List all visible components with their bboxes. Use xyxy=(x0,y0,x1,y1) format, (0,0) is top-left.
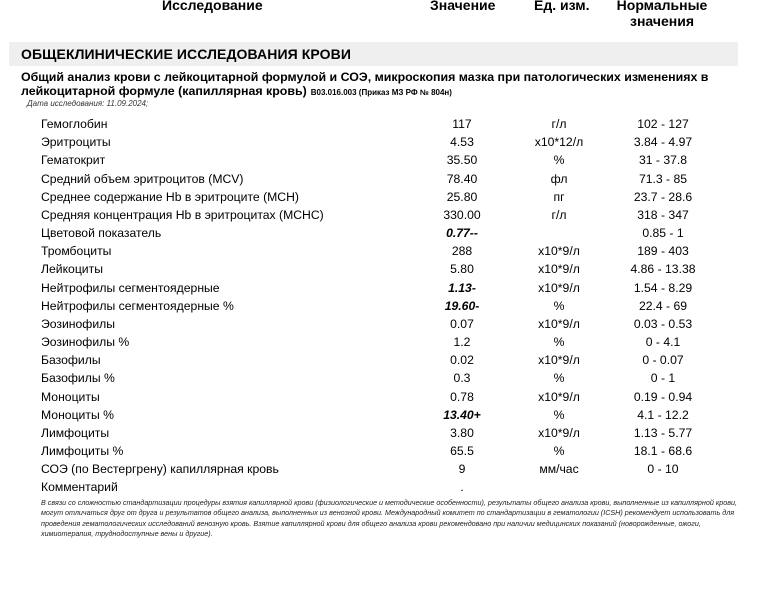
row-unit: г/л xyxy=(551,117,567,131)
row-unit: % xyxy=(553,335,565,350)
row-unit: x10*9/л xyxy=(538,280,580,295)
row-name: Средний объем эритроцитов (MCV) xyxy=(41,171,244,186)
table-row xyxy=(0,170,777,188)
row-name: Нейтрофилы сегментоядерные xyxy=(41,280,220,295)
row-norm: 23.7 - 28.6 xyxy=(633,189,693,204)
table-row xyxy=(0,206,777,224)
table-row xyxy=(0,151,777,169)
table-row xyxy=(0,351,777,369)
row-unit: фл xyxy=(550,171,568,186)
row-value: . xyxy=(460,480,464,495)
row-name: Лимфоциты % xyxy=(41,444,124,459)
row-name: Тромбоциты xyxy=(41,244,112,259)
header-study: Исследование xyxy=(162,0,263,13)
row-norm: 318 - 347 xyxy=(637,207,689,222)
row-name: Гемоглобин xyxy=(41,117,108,131)
row-norm: 0.03 - 0.53 xyxy=(633,316,693,331)
row-name: Цветовой показатель xyxy=(41,226,162,241)
row-norm: 0.85 - 1 xyxy=(642,226,684,241)
row-value: 0.07 xyxy=(450,316,474,331)
table-row xyxy=(0,242,777,260)
row-name: Моноциты % xyxy=(41,407,114,422)
table-row xyxy=(0,133,777,151)
row-name: Эозинофилы % xyxy=(41,335,130,350)
row-unit: % xyxy=(553,153,565,168)
header-norm: Нормальные значения xyxy=(616,0,708,29)
row-value: 25.80 xyxy=(446,189,478,204)
row-norm: 4.86 - 13.38 xyxy=(630,262,696,277)
row-value: 0.02 xyxy=(450,353,474,368)
row-unit: x10*9/л xyxy=(538,244,580,259)
row-norm: 3.84 - 4.97 xyxy=(633,135,693,150)
row-name: Базофилы xyxy=(41,353,101,368)
row-unit: мм/час xyxy=(539,462,579,477)
row-norm: 1.13 - 5.77 xyxy=(633,425,693,440)
table-row xyxy=(0,224,777,242)
analysis-code: B03.016.003 (Приказ МЗ РФ № 804н) xyxy=(310,88,452,97)
row-name: Лейкоциты xyxy=(41,262,103,277)
row-norm: 0 - 1 xyxy=(650,371,676,386)
row-value: 4.53 xyxy=(450,135,474,150)
row-name: Среднее содержание Hb в эритроците (MCH) xyxy=(41,189,299,204)
row-value: 117 xyxy=(452,117,472,131)
row-norm: 18.1 - 68.6 xyxy=(633,444,693,459)
table-header xyxy=(0,0,777,40)
row-name: СОЭ (по Вестергрену) капиллярная кровь xyxy=(41,462,279,477)
table-row xyxy=(0,406,777,424)
table-row xyxy=(0,188,777,206)
row-unit: x10*9/л xyxy=(538,425,580,440)
row-name: Лимфоциты xyxy=(41,425,110,440)
row-unit: x10*9/л xyxy=(538,262,580,277)
row-unit: % xyxy=(553,371,565,386)
row-norm: 22.4 - 69 xyxy=(638,298,688,313)
row-norm: 102 - 127 xyxy=(637,117,689,131)
row-value: 9 xyxy=(458,462,466,477)
footnote: В связи со сложностью стандартизации процедуры взятия капиллярной крови (физиологические и методические особенности), результаты общего анализа крови, выполненные из капиллярной крови, могут отличаться друг от друга и результатов общего анализа, выполненных из венозной крови. Международный комитет по стандартизации в гематологии (ICSH) рекомендует использовать для проведения гематологических исследований венозную кровь. Взятие капиллярной крови для общего анализа крови рекомендовано при наличии медицинских показаний (новорожденные, ожоги, химиотерапия, труднодоступные вены и другие). xyxy=(41,498,738,539)
row-value: 13.40+ xyxy=(443,407,481,422)
row-name: Нейтрофилы сегментоядерные % xyxy=(41,298,234,313)
row-value: 330.00 xyxy=(443,207,481,222)
row-value: 1.13- xyxy=(448,280,476,295)
header-unit: Ед. изм. xyxy=(534,0,590,13)
table-row xyxy=(0,478,777,496)
table-row xyxy=(0,388,777,406)
section-title: ОБЩЕКЛИНИЧЕСКИЕ ИССЛЕДОВАНИЯ КРОВИ xyxy=(21,46,352,62)
row-unit: x10*9/л xyxy=(538,353,580,368)
row-name: Средняя концентрация Hb в эритроцитах (MCHC) xyxy=(41,207,324,222)
row-norm: 0 - 4.1 xyxy=(645,335,681,350)
row-norm: 189 - 403 xyxy=(637,244,689,259)
row-value: 1.2 xyxy=(453,335,471,350)
section-bar xyxy=(9,42,738,66)
analysis-date: Дата исследования: 11.09.2024; xyxy=(27,99,149,108)
row-unit: x10*9/л xyxy=(538,316,580,331)
table-row xyxy=(0,115,777,133)
row-unit: пг xyxy=(553,189,565,204)
row-name: Гематокрит xyxy=(41,153,106,168)
row-unit: x10*12/л xyxy=(534,135,584,150)
header-value: Значение xyxy=(430,0,496,13)
table-row xyxy=(0,424,777,442)
row-norm: 71.3 - 85 xyxy=(638,171,688,186)
row-name: Эозинофилы xyxy=(41,316,116,331)
row-value: 5.80 xyxy=(450,262,474,277)
row-name: Моноциты xyxy=(41,389,100,404)
row-value: 288 xyxy=(451,244,473,259)
row-name: Базофилы % xyxy=(41,371,115,386)
row-value: 0.77-- xyxy=(446,226,478,241)
row-unit: г/л xyxy=(551,207,567,222)
table-row xyxy=(0,260,777,278)
row-norm: 1.54 - 8.29 xyxy=(633,280,693,295)
row-unit: x10*9/л xyxy=(538,389,580,404)
row-value: 3.80 xyxy=(450,425,474,440)
row-norm: 4.1 - 12.2 xyxy=(637,407,689,422)
row-value: 0.78 xyxy=(450,389,474,404)
row-unit: % xyxy=(553,298,565,313)
results-table xyxy=(0,115,777,497)
analysis-title-text: Общий анализ крови с лейкоцитарной формулой и СОЭ, микроскопия мазка при патологических изменениях в лейкоцитарной формуле (капиллярная кровь) xyxy=(21,70,709,98)
table-row xyxy=(0,315,777,333)
row-value: 65.5 xyxy=(450,444,474,459)
row-norm: 31 - 37.8 xyxy=(638,153,688,168)
row-norm: 0 - 10 xyxy=(647,462,679,477)
table-row xyxy=(0,297,777,315)
table-row xyxy=(0,442,777,460)
table-row xyxy=(0,279,777,297)
table-row xyxy=(0,369,777,387)
table-row xyxy=(0,333,777,351)
row-value: 35.50 xyxy=(446,153,478,168)
row-unit: % xyxy=(553,444,565,459)
row-norm: 0.19 - 0.94 xyxy=(633,389,693,404)
row-name: Комментарий xyxy=(41,480,118,495)
row-value: 78.40 xyxy=(446,171,478,186)
row-value: 0.3 xyxy=(453,371,471,386)
row-name: Эритроциты xyxy=(41,135,111,150)
row-unit: % xyxy=(553,407,565,422)
row-norm: 0 - 0.07 xyxy=(642,353,684,368)
row-value: 19.60- xyxy=(444,298,480,313)
table-row xyxy=(0,460,777,478)
analysis-title xyxy=(21,70,741,100)
